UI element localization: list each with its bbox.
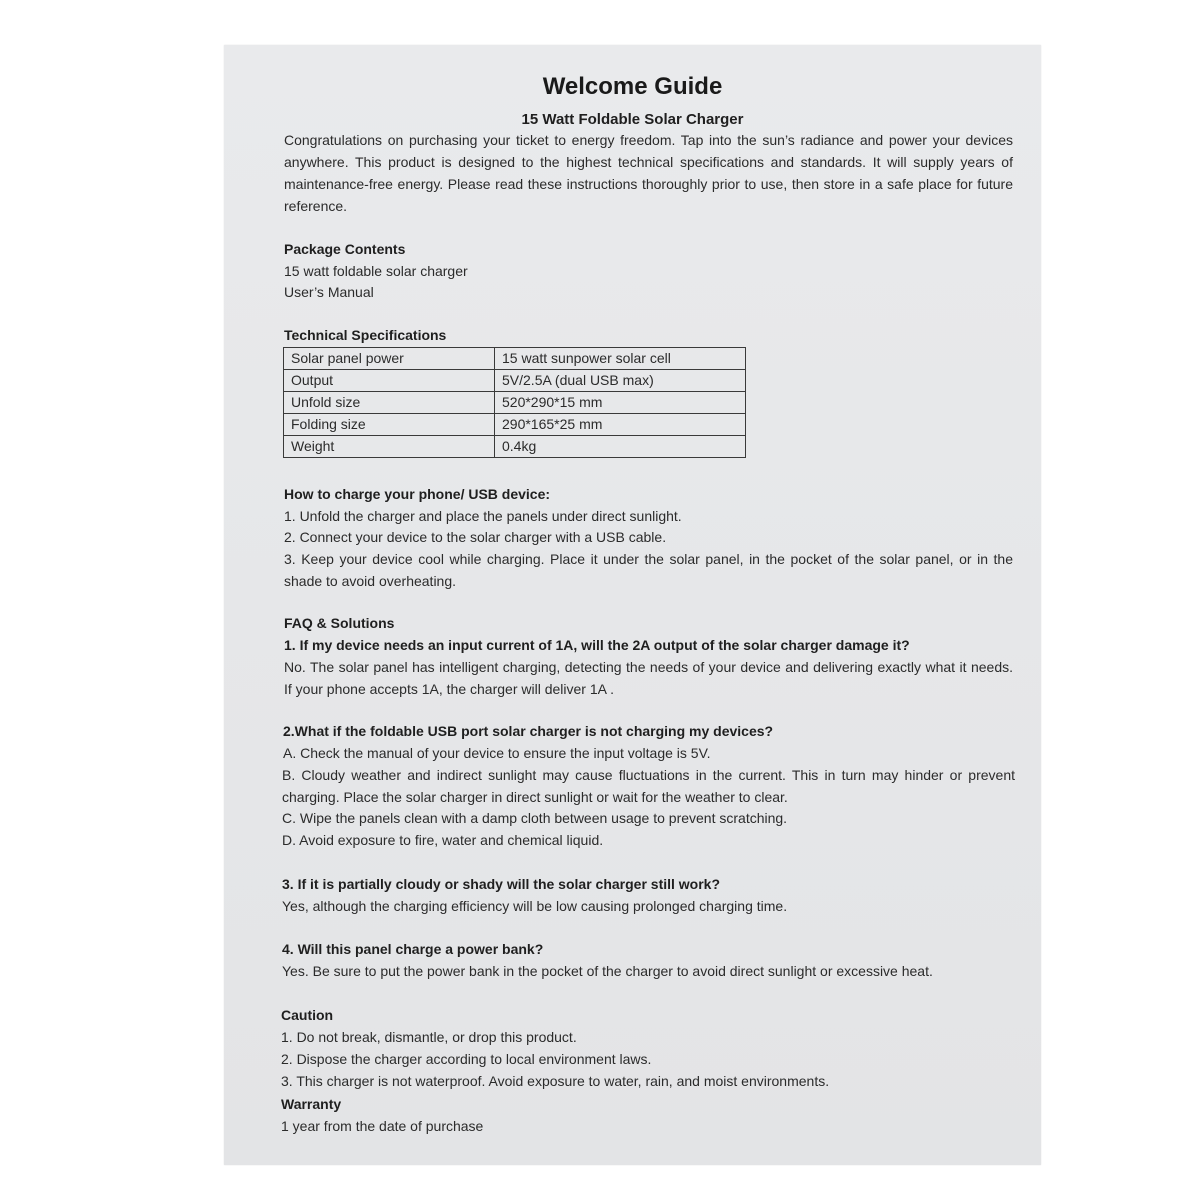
package-item: 15 watt foldable solar charger — [284, 263, 468, 279]
spec-value: 15 watt sunpower solar cell — [495, 348, 746, 370]
caution-item: 3. This charger is not waterproof. Avoid exposure to water, rain, and moist environments. — [281, 1073, 830, 1089]
page-subtitle: 15 Watt Foldable Solar Charger — [521, 111, 744, 128]
howto-step: 3. Keep your device cool while charging. Place it under the solar panel, in the pocket of the solar panel, or in the shade to avoid overheating. — [284, 551, 1013, 589]
spec-label: Solar panel power — [284, 348, 495, 370]
faq-answer: D. Avoid exposure to fire, water and chemical liquid. — [282, 832, 604, 848]
spec-value: 5V/2.5A (dual USB max) — [495, 370, 746, 392]
faq-answer: C. Wipe the panels clean with a damp cloth between usage to prevent scratching. — [282, 810, 788, 826]
spec-label: Unfold size — [284, 392, 495, 414]
caution-item: 2. Dispose the charger according to local environment laws. — [281, 1051, 652, 1067]
faq-answer: B. Cloudy weather and indirect sunlight may cause fluctuations in the current. This in turn may hinder or prevent charging. Place the solar charger in direct sunlight or wait for the weather to clear. — [282, 767, 1015, 805]
table-row — [284, 370, 746, 392]
spec-value: 0.4kg — [495, 436, 746, 458]
table-row — [284, 414, 746, 436]
warranty-heading: Warranty — [281, 1096, 342, 1112]
spec-label: Output — [284, 370, 495, 392]
table-row — [284, 348, 746, 370]
page-title: Welcome Guide — [542, 73, 723, 100]
table-row — [284, 436, 746, 458]
faq-answer: Yes, although the charging efficiency will be low causing prolonged charging time. — [282, 898, 788, 914]
spec-value: 520*290*15 mm — [495, 392, 746, 414]
intro-paragraph: Congratulations on purchasing your ticket to energy freedom. Tap into the sun’s radiance and power your devices anywhere. This product is designed to the highest technical specifications and standards. It will supply years of maintenance-free energy. Please read these instructions thoroughly prior to use, then store in a safe place for future reference. — [284, 132, 1013, 214]
faq-answer: Yes. Be sure to put the power bank in the pocket of the charger to avoid direct sunlight or excessive heat. — [282, 963, 933, 979]
specs-heading: Technical Specifications — [284, 327, 447, 343]
faq-heading: FAQ & Solutions — [284, 615, 395, 631]
warranty-text: 1 year from the date of purchase — [281, 1118, 484, 1134]
faq-question: 4. Will this panel charge a power bank? — [282, 941, 544, 957]
faq-answer: No. The solar panel has intelligent charging, detecting the needs of your device and delivering exactly what it needs. If your phone accepts 1A, the charger will deliver 1A . — [284, 659, 1013, 697]
spec-label: Weight — [284, 436, 495, 458]
table-row — [284, 392, 746, 414]
spec-value: 290*165*25 mm — [495, 414, 746, 436]
howto-step: 2. Connect your device to the solar charger with a USB cable. — [284, 529, 667, 545]
caution-heading: Caution — [281, 1007, 334, 1023]
faq-question: 3. If it is partially cloudy or shady will the solar charger still work? — [282, 876, 721, 892]
faq-question: 1. If my device needs an input current of 1A, will the 2A output of the solar charger damage it? — [284, 637, 910, 653]
specs-table — [283, 347, 746, 458]
package-item: User’s Manual — [284, 284, 374, 300]
package-contents-heading: Package Contents — [284, 241, 406, 257]
faq-answer: A. Check the manual of your device to ensure the input voltage is 5V. — [283, 745, 711, 761]
caution-item: 1. Do not break, dismantle, or drop this product. — [281, 1029, 577, 1045]
faq-question: 2.What if the foldable USB port solar charger is not charging my devices? — [283, 723, 774, 739]
howto-step: 1. Unfold the charger and place the panels under direct sunlight. — [284, 508, 682, 524]
howto-heading: How to charge your phone/ USB device: — [284, 486, 551, 502]
spec-label: Folding size — [284, 414, 495, 436]
manual-sheet — [224, 45, 1041, 1165]
